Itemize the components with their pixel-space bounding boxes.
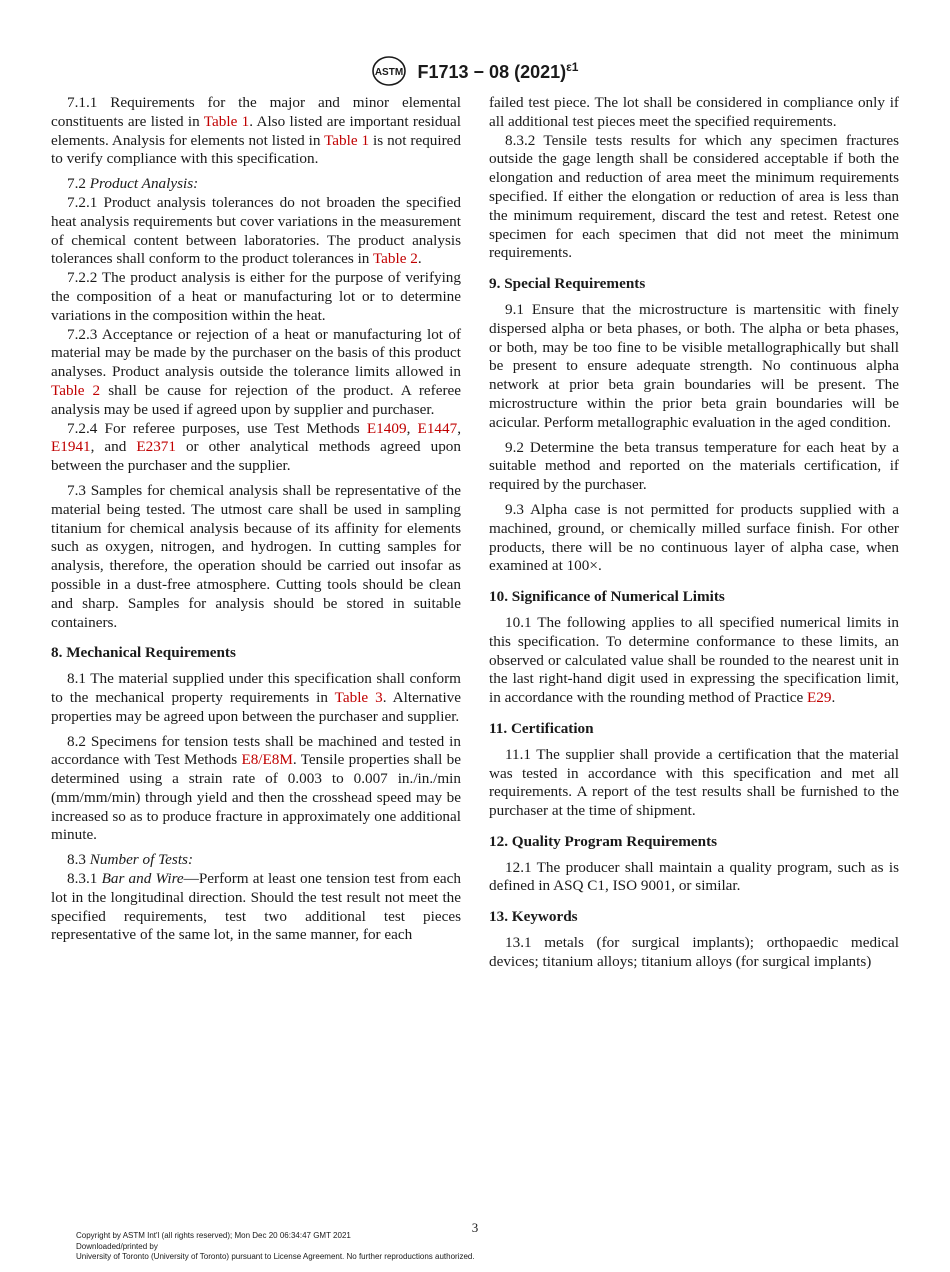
section-heading-9: 9. Special Requirements	[489, 275, 646, 293]
e29-link[interactable]: E29	[806, 689, 832, 707]
page-number: 3	[471, 1220, 479, 1235]
document-id-text: F1713 − 08 (2021)	[417, 61, 567, 82]
download-line: Downloaded/printed by	[76, 1241, 158, 1251]
right-column	[489, 94, 899, 972]
paragraph-8-2: 8.2 Specimens for tension tests shall be machined and tested in accordance with Test Methods E8/E8M. Tensile properties shall be determined using a strain rate of 0.003 to 0.007 in./in./min (mm/mm/min) through yield and then the crosshead speed may be increased so as to produce fracture in approximately one additional minute.	[51, 732, 461, 844]
paragraph-7-2-3: 7.2.3 Acceptance or rejection of a heat or manufacturing lot of material may be made by the purchaser on the basis of this product analyses. Product analysis outside the tolerance limits allowed in Table 2 shall be cause for rejection of the product. A referee analysis may be used if agreed upon by supplier and purchaser.	[51, 325, 462, 418]
e1447-link[interactable]: E1447	[417, 419, 458, 437]
section-heading-10: 10. Significance of Numerical Limits	[489, 588, 725, 606]
paragraph-8-3-1: 8.3.1 Bar and Wire—Perform at least one tension test from each lot in the longitudinal direction. Should the test result not meet the specified requirements, test two additional test pieces representative of the same lot, in the same manner, for each	[51, 870, 461, 944]
paragraph-7-2: 7.2 Product Analysis:	[67, 175, 199, 193]
section-heading-8: 8. Mechanical Requirements	[51, 644, 236, 662]
paragraph-8-1: 8.1 The material supplied under this specification shall conform to the mechanical property requirements in Table 3. Alternative properties may be agreed upon between the purchaser and supplier.	[51, 670, 461, 725]
paragraph-7-1-1: 7.1.1 Requirements for the major and minor elemental constituents are listed in Table 1. Also listed are important residual elements. Analysis for elements not listed in Table 1 is not required to verify compliance with this specification.	[51, 94, 462, 168]
license-line: University of Toronto (University of Toronto) pursuant to License Agreement. No further reproductions authorized.	[76, 1252, 475, 1261]
section-heading-12: 12. Quality Program Requirements	[489, 832, 718, 850]
paragraph-7-2-4: 7.2.4 For referee purposes, use Test Methods E1409, E1447, E1941, and E2371 or other analytical methods agreed upon between the purchaser and the supplier.	[51, 419, 461, 475]
paragraph-13-1: 13.1 metals (for surgical implants); orthopaedic medical devices; titanium alloys; titanium alloys (for surgical implants)	[489, 934, 899, 970]
paragraph-7-2-1: 7.2.1 Product analysis tolerances do not broaden the specified heat analysis requirements but cover variations in the measurement of chemical content between laboratories. The product analysis tolerances shall conform to the product tolerances in Table 2.	[51, 193, 461, 268]
copyright-line: Copyright by ASTM Int'l (all rights reserved); Mon Dec 20 06:34:47 GMT 2021	[76, 1231, 351, 1240]
e2371-link[interactable]: E2371	[136, 438, 176, 456]
page-header	[0, 56, 950, 86]
paragraph-12-1: 12.1 The producer shall maintain a quality program, such as is defined in ASQ C1, ISO 9001, or similar.	[489, 858, 899, 895]
astm-logo-text: ASTM	[374, 67, 403, 78]
table-1-link[interactable]: Table 1	[324, 131, 370, 149]
document-id	[418, 60, 579, 83]
paragraph-11-1: 11.1 The supplier shall provide a certification that the material was tested in accordance with this specification and met all requirements. A report of the test results shall be furnished to the purchaser at the time of shipment.	[489, 745, 899, 820]
section-heading-13: 13. Keywords	[489, 908, 578, 926]
e8-e8m-link[interactable]: E8/E8M	[241, 751, 293, 769]
table-2-link[interactable]: Table 2	[372, 250, 418, 268]
e1409-link[interactable]: E1409	[366, 419, 407, 437]
copyright-notice	[76, 1231, 475, 1263]
paragraph-7-3: 7.3 Samples for chemical analysis shall be representative of the material being tested. The utmost care shall be used in sampling titanium for chemical analysis because of its affinity for elements such as oxygen, nitrogen, and hydrogen. In cutting samples for analysis, therefore, the operation should be carried out insofar as possible in a dust-free atmosphere. Cutting tools should be clean and sharp. Samples for analysis should be stored in suitable containers.	[51, 481, 461, 631]
table-2-link[interactable]: Table 2	[51, 381, 101, 399]
left-column	[51, 94, 461, 945]
paragraph-8-3: 8.3 Number of Tests:	[67, 851, 194, 869]
e1941-link[interactable]: E1941	[51, 438, 91, 456]
paragraph-10-1: 10.1 The following applies to all specified numerical limits in this specification. To determine conformance to these limits, an observed or calculated value shall be rounded to the nearest unit in the last right-hand digit used in expressing the specification limit, in accordance with the rounding method of Practice E29.	[489, 613, 899, 707]
document-id-superscript: ε1	[566, 59, 579, 74]
section-heading-11: 11. Certification	[489, 719, 594, 737]
paragraph-9-2: 9.2 Determine the beta transus temperature for each heat by a suitable method and reported on the materials certification, if required by the purchaser.	[489, 438, 899, 494]
table-1-link[interactable]: Table 1	[203, 112, 250, 130]
paragraph-7-2-2: 7.2.2 The product analysis is either for the purpose of verifying the composition of a heat or manufacturing lot or to determine variations in the composition within the heat.	[51, 269, 461, 324]
astm-logo-icon	[372, 56, 406, 86]
paragraph-8-3-1-continued: failed test piece. The lot shall be considered in compliance only if all additional test pieces meet the specified requirements.	[489, 94, 899, 130]
paragraph-9-3: 9.3 Alpha case is not permitted for products supplied with a machined, ground, or chemically milled surface finish. For other products, there will be no continuous layer of alpha case, when examined at 100×.	[489, 500, 899, 575]
paragraph-9-1: 9.1 Ensure that the microstructure is martensitic with finely dispersed alpha or beta phases, or both. The alpha or beta phases, or both, may be too fine to be visible metallographically but shall be present to ensure adequate strength. No continuous alpha network at prior beta grain boundaries will be present. The microstructure within the prior beta grain boundaries will be acicular. Perform metallographic evaluation in the aged condition.	[489, 300, 899, 431]
table-3-link[interactable]: Table 3	[334, 688, 383, 706]
paragraph-8-3-2: 8.3.2 Tensile tests results for which any specimen fractures outside the gage length shall be considered acceptable if both the elongation and reduction of area meet the minimum requirements specified. If either the elongation or reduction of area is less than the minimum requirement, discard the test and retest. Retest one specimen for each specimen that did not meet the minimum requirements.	[489, 131, 899, 262]
